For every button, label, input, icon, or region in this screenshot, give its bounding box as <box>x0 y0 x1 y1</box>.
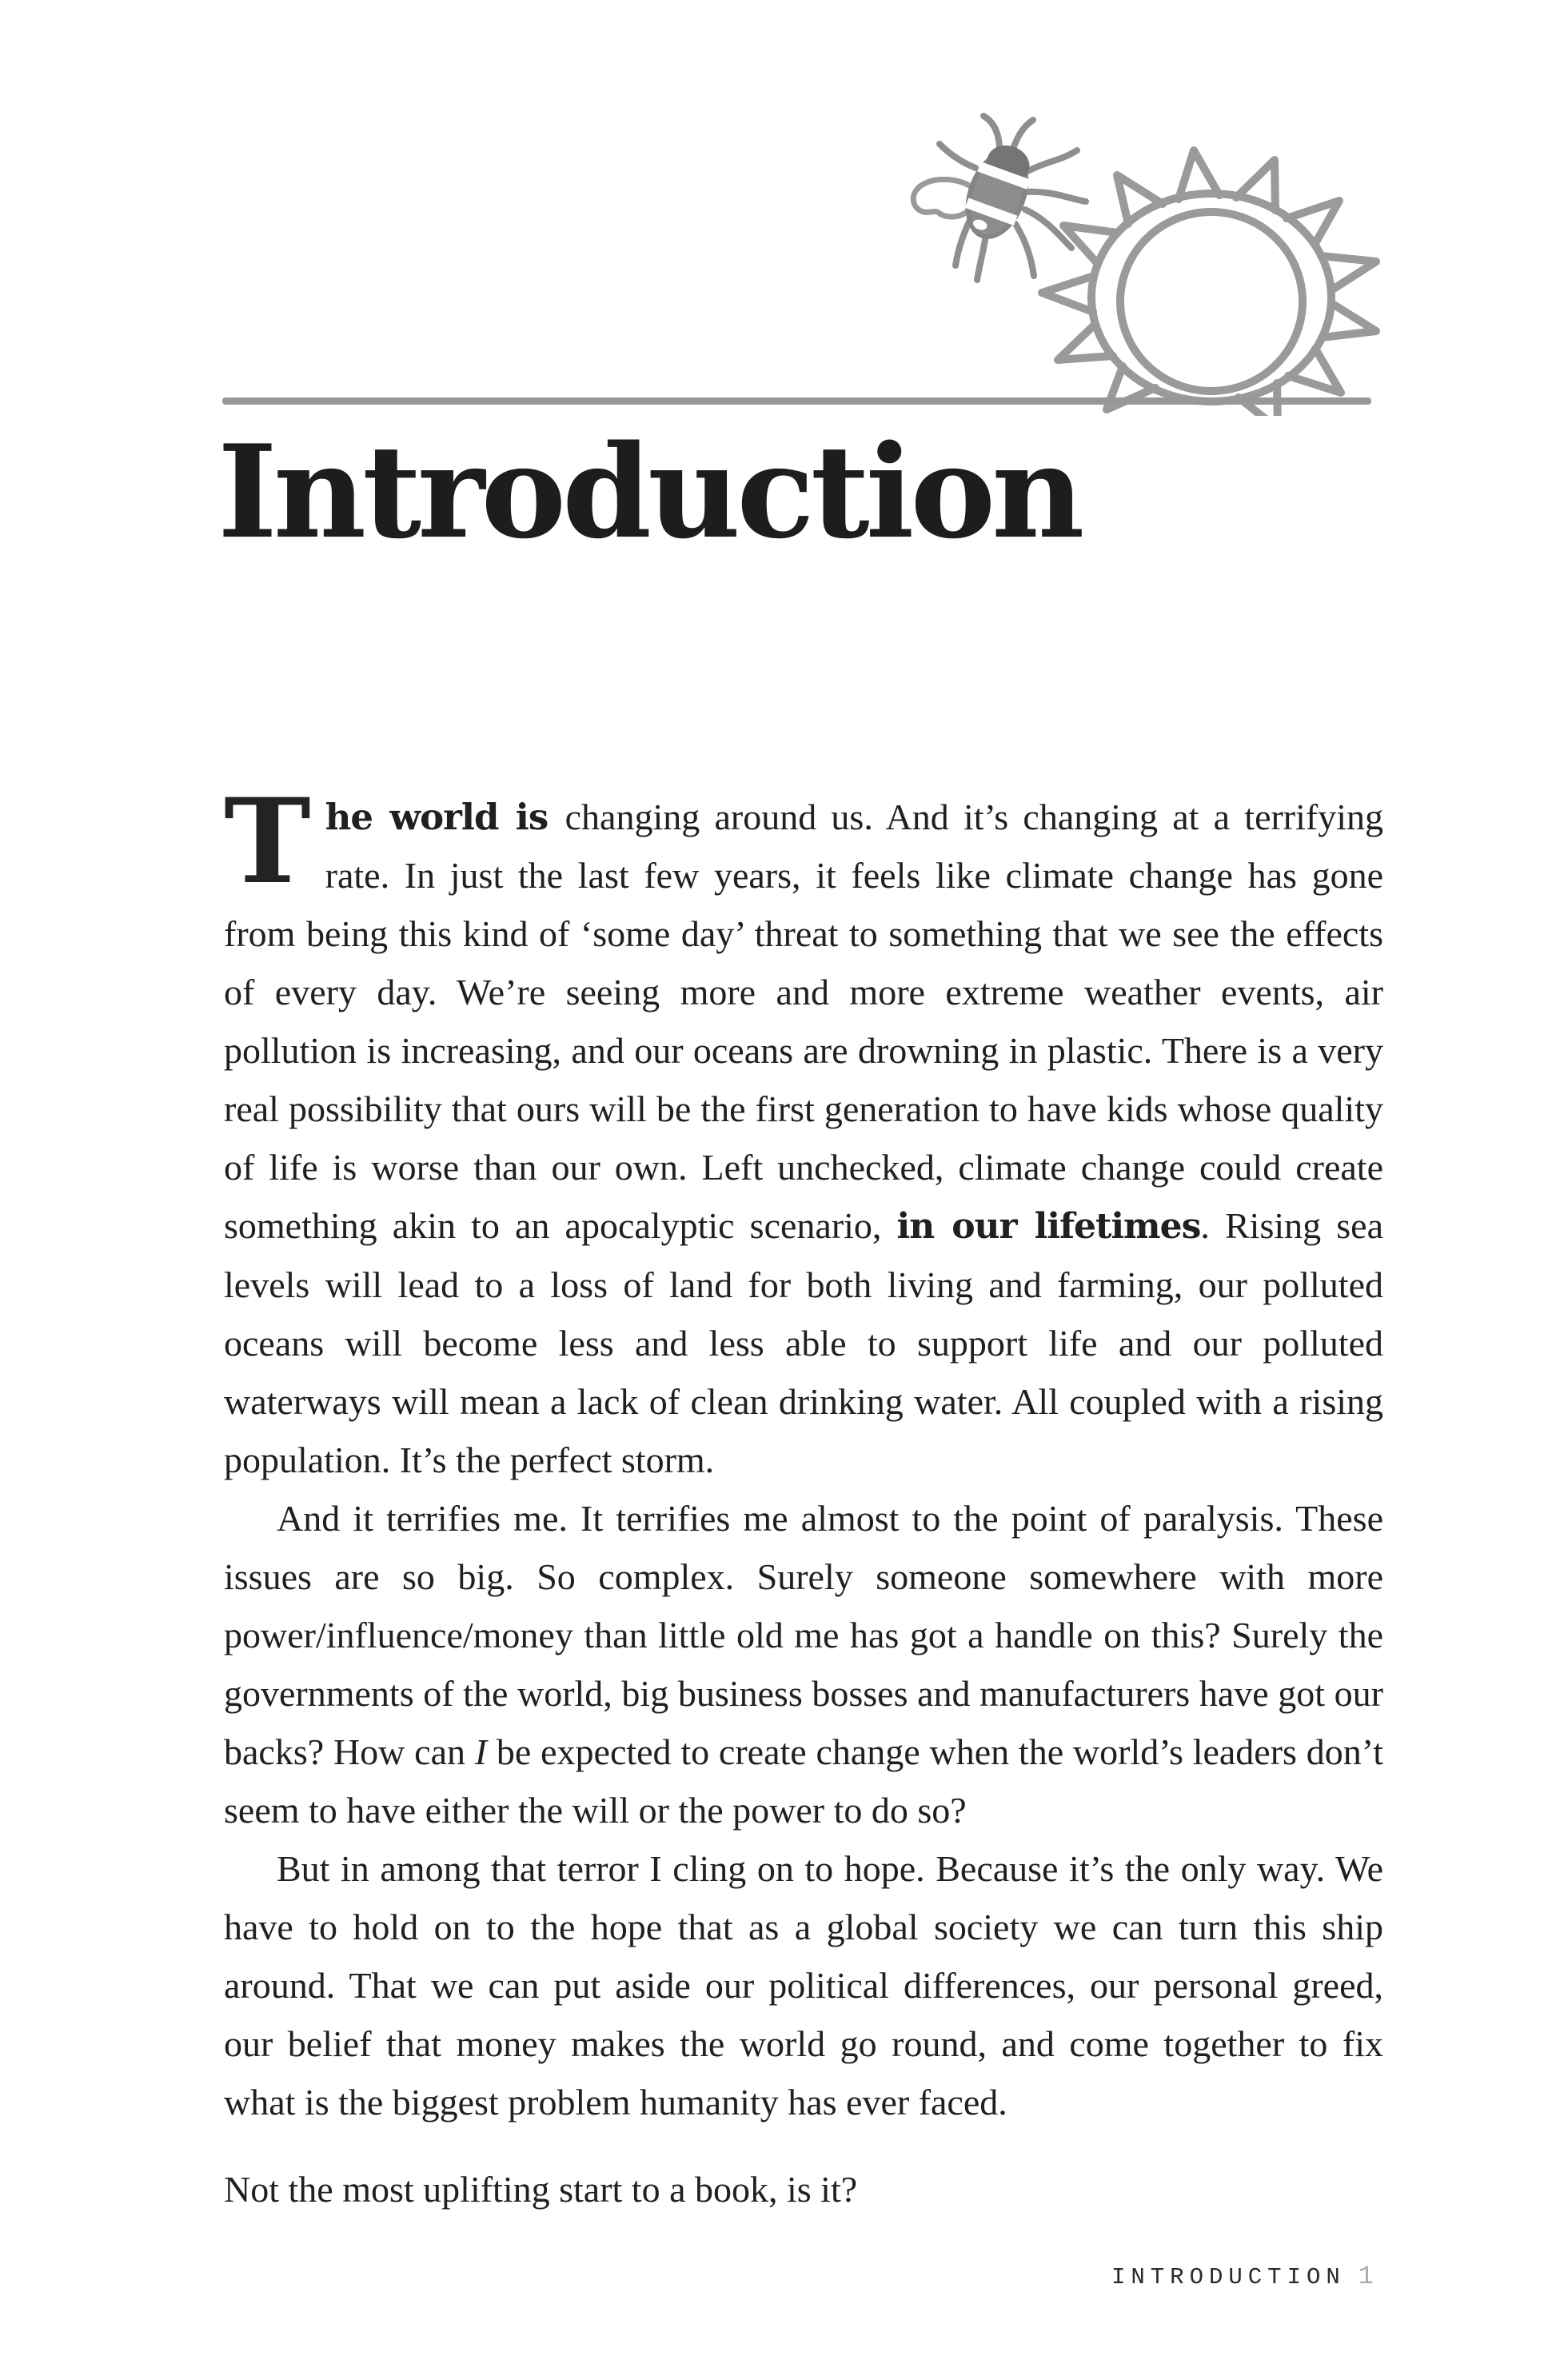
paragraph <box>224 1489 1383 1839</box>
header-rule <box>222 397 1371 405</box>
bee-sun-illustration <box>880 112 1407 416</box>
footer-page-number: 1 <box>1358 2262 1374 2291</box>
text-segment: in our lifetimes <box>896 1206 1201 1247</box>
paragraph <box>224 2160 1383 2218</box>
chapter-title: Introduction <box>217 417 1081 567</box>
body-paragraphs <box>224 773 1384 2218</box>
footer-chapter-label: INTRODUCTION <box>1111 2264 1346 2290</box>
text-segment: . Rising sea levels will lead to a loss of land for both living and farming, our polluted oceans will become less and less able to support life and our polluted waterways will mean a lack of clean drinking water. All coupled with a rising population. It’s the perfect storm. <box>224 1205 1383 1480</box>
text-segment: he world is <box>325 796 565 838</box>
paragraph <box>224 773 1384 1489</box>
text-segment: And it terrifies me. It terrifies me almost to the point of paralysis. These issues are so big. So complex. Surely someone somewhere with more power/influence/money than little old me has got a handle on this? Surely the governments of the world, big business bosses and manufacturers have got our backs? How can <box>224 1498 1383 1772</box>
paragraph <box>224 1839 1383 2131</box>
text-segment: Not the most uplifting start to a book, is it? <box>224 2169 858 2210</box>
text-segment: be expected to create change when the world’s leaders don’t seem to have either the will or the power to do so? <box>224 1731 1384 1831</box>
text-segment: changing around us. And it’s changing at a terrifying rate. In just the last few years, it feels like climate change has gone from being this kind of ‘some day’ threat to something that we see the effects of every day. We’re seeing more and more extreme weather events, air pollution is increasing, and our oceans are drowning in plastic. There is a very real possibility that ours will be the first generation to have kids whose quality of life is worse than our own. Left unchecked, climate change could create something akin to an apocalyptic scenario, <box>224 797 1384 1246</box>
drop-cap: T <box>224 773 311 910</box>
text-segment: I <box>474 1731 488 1772</box>
page-footer <box>1111 2262 1374 2291</box>
sun-doodle-icon <box>1042 150 1376 416</box>
text-segment: But in among that terror I cling on to hope. Because it’s the only way. We have to hold on to the hope that as a global society we can turn this ship around. That we can put aside our political differences, our personal greed, our belief that money makes the world go round, and come together to fix what is the biggest problem humanity has ever faced. <box>224 1848 1383 2122</box>
bee-doodle-icon <box>913 116 1086 280</box>
